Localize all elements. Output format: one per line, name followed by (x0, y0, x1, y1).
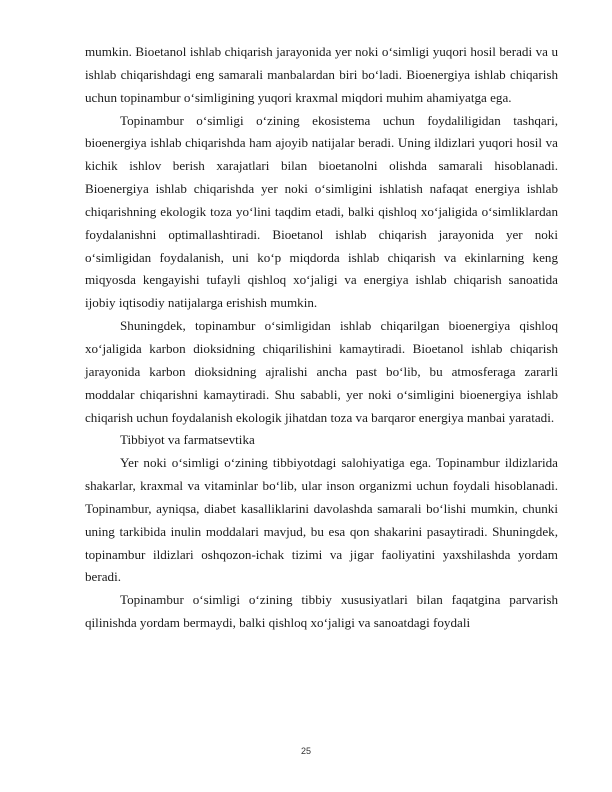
paragraph-continuation: mumkin. Bioetanol ishlab chiqarish jarayonida yer noki o‘simligi yuqori hosil beradi va u ishlab chiqarishdagi eng samarali manbalardan biri bo‘ladi. Bioenergiya ishlab chiqarish uchun topinambur o‘simligining yuqori kraxmal miqdori muhim ahamiyatga ega. (85, 44, 558, 105)
text-body (85, 41, 558, 635)
page-number: 25 (300, 746, 311, 756)
paragraph-medical-potential: Yer noki o‘simligi o‘zining tibbiyotdagi salohiyatiga ega. Topinambur ildizlarida shakarlar, kraxmal va vitaminlar bo‘lib, ular inson organizmi uchun foydali hisoblanadi. Topinambur, ayniqsa, diabet kasalliklarini davolashda samarali bo‘lishi mumkin, chunki uning tarkibida inulin moddalari mavjud, bu esa qon shakarini pasaytiradi. Shuningdek, topinambur ildizlari oshqozon-ichak tizimi va jigar faoliyatini yaxshilashda yordam beradi. (85, 455, 558, 585)
section-heading: Tibbiyot va farmatsevtika (120, 432, 255, 448)
paragraph-carbon-reduction: Shuningdek, topinambur o‘simligidan ishlab chiqarilgan bioenergiya qishloq xo‘jaligida karbon dioksidning chiqarilishini kamaytiradi. Bioetanol ishlab chiqarish jarayonida karbon dioksidning ajralishi ancha past bo‘lib, bu atmosferaga zararli moddalar chiqarishni kamaytiradi. Shu sababli, yer noki o‘simligini bioenergiya ishlab chiqarish uchun foydalanish ekologik jihatdan toza va barqaror energiya manbai yaratadi. (85, 318, 558, 425)
paragraph-medical-continued: Topinambur o‘simligi o‘zining tibbiy xususiyatlari bilan faqatgina parvarish qilinishda yordam bermaydi, balki qishloq xo‘jaligi va sanoatdagi foydali (85, 592, 558, 631)
paragraph-bioenergy-benefits: Topinambur o‘simligi o‘zining ekosistema uchun foydaliligidan tashqari, bioenergiya ishlab chiqarishda ham ajoyib natijalar beradi. Uning ildizlari yuqori hosil va kichik ishlov berish xarajatlari bilan bioetanolni olishda samarali hisoblanadi. Bioenergiya ishlab chiqarishda yer noki o‘simligini ishlatish nafaqat energiya ishlab chiqarishning ekologik toza yo‘lini taqdim etadi, balki qishloq xo‘jaligida o‘simliklardan foydalanishni optimallashtiradi. Bioetanol ishlab chiqarish jarayonida yer noki o‘simligidan foydalanish, uni ko‘p miqdorda ishlab chiqarish va ekinlarning keng miqyosda kengayishi tufayli qishloq xo‘jaligi va energiya ishlab chiqarish sanoatida ijobiy iqtisodiy natijalarga erishish mumkin. (85, 112, 558, 311)
